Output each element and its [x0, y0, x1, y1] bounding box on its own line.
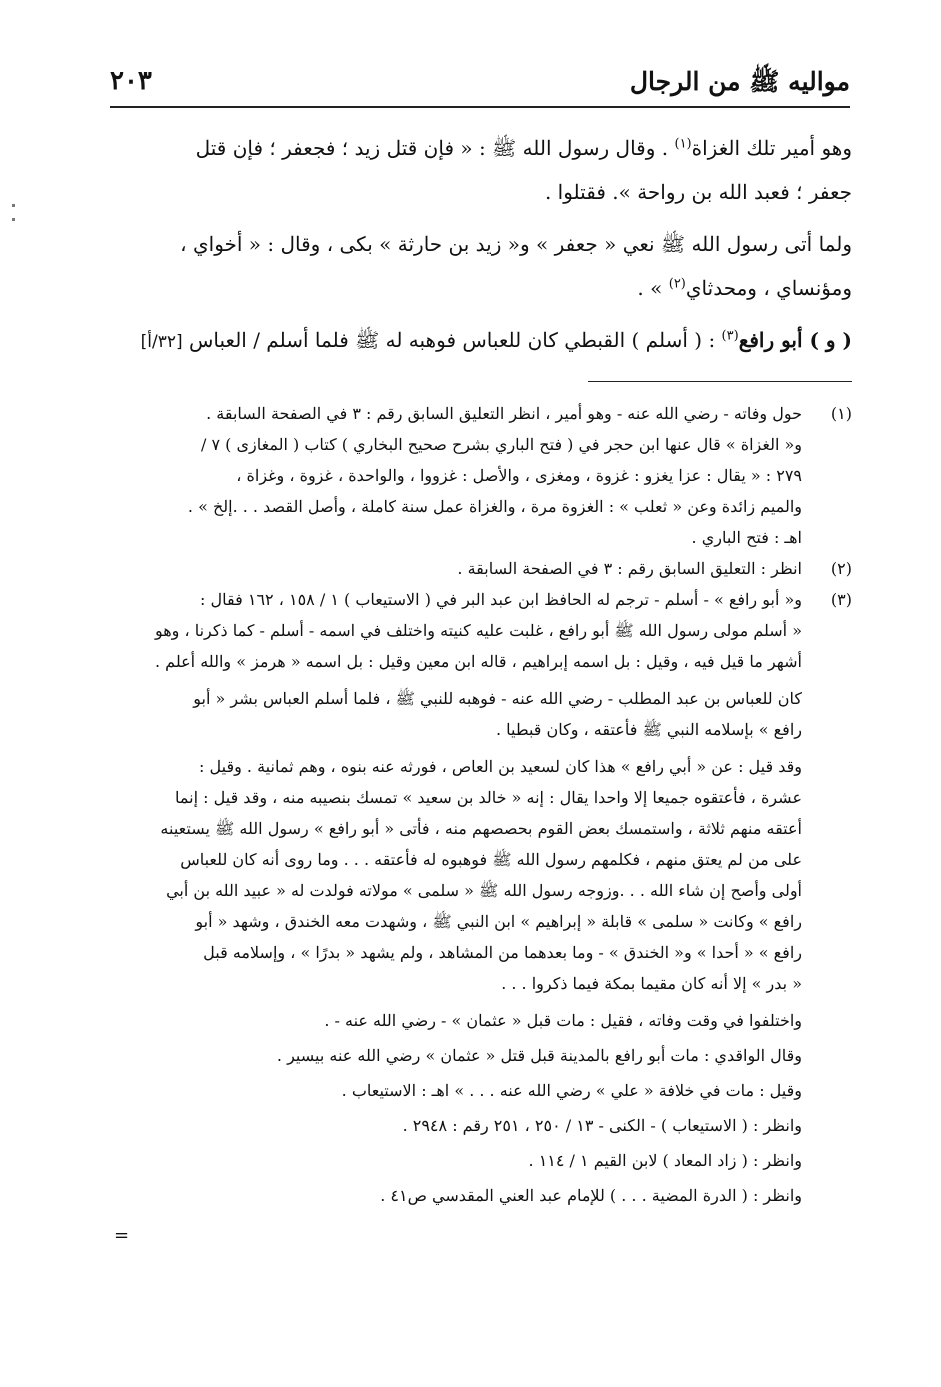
- text-line: » .: [637, 276, 669, 300]
- footnotes: [108, 398, 852, 1211]
- footnote-line: انظر : التعليق السابق رقم : ٣ في الصفحة السابقة .: [457, 559, 802, 578]
- footnote-line: رافع » وكانت « سلمى » قابلة « إبراهيم » ابن النبي ﷺ ، وشهدت معه الخندق ، وشهد « أبو: [195, 912, 802, 931]
- footnote-number: (١): [830, 404, 852, 423]
- footnote-line: أعتقه منهم ثلاثة ، واستمسك بعض القوم بحصصهم منه ، فأتى « أبو رافع » رسول الله ﷺ يستعينه: [160, 819, 802, 838]
- footnote-line: كان للعباس بن عبد المطلب - رضي الله عنه - فوهبه للنبي ﷺ ، فلما أسلم العباس بشر « أبو: [193, 689, 802, 708]
- text-line: ومؤنساي ، ومحدثاي: [685, 276, 852, 300]
- main-paragraph-3: [108, 318, 852, 364]
- footnote-ref-1[interactable]: (١): [674, 136, 692, 152]
- footnote-line: وقال الواقدي : مات أبو رافع بالمدينة قبل قتل « عثمان » رضي الله عنه بيسير .: [276, 1046, 802, 1065]
- text-line: ولما أتى رسول الله ﷺ نعي « جعفر » و« زيد بن حارثة » بكى ، وقال : « أخواي ،: [180, 232, 852, 256]
- footnote-number: (٣): [830, 590, 852, 609]
- page-number: ٢٠٣: [110, 66, 152, 96]
- footnote-line: رافع » بإسلامه النبي ﷺ فأعتقه ، وكان قبطيا .: [495, 720, 802, 739]
- footnote-divider: [588, 381, 852, 382]
- footnote-ref-3[interactable]: (٣): [721, 328, 739, 344]
- footnote-line: « أسلم مولى رسول الله ﷺ أبو رافع ، غلبت عليه كنيته واختلف في اسمه - أسلم - كما ذكرنا ، وهو: [154, 621, 802, 640]
- running-title: مواليه ﷺ من الرجال: [629, 67, 850, 96]
- footnote-line: وقيل : مات في خلافة « علي » رضي الله عنه . . . » اهـ : الاستيعاب .: [341, 1081, 802, 1100]
- footnote-number: (٢): [830, 559, 852, 578]
- footnote-line: « بدر » إلا أنه كان مقيما بمكة فيما ذكروا . . .: [501, 974, 802, 993]
- page-header: [110, 62, 850, 108]
- footnote-line: عشرة ، فأعتقوه جميعا إلا واحدا يقال : إنه « خالد بن سعيد » تمسك بنصيبه منه ، وقد قيل : إنما: [175, 788, 802, 807]
- text-line: : ( أسلم ) القبطي كان للعباس فوهبه له ﷺ فلما أسلم / العباس: [189, 328, 722, 352]
- footnote-line: واختلفوا في وقت وفاته ، فقيل : مات قبل « عثمان » - رضي الله عنه - .: [324, 1011, 802, 1030]
- text-line: جعفر ؛ فعبد الله بن رواحة ». فقتلوا .: [544, 180, 852, 204]
- footnote-line: و« الغزاة » قال عنها ابن حجر في ( فتح الباري بشرح صحيح البخاري ) كتاب ( المغازى ) ٧ /: [201, 435, 802, 454]
- footnote-line: اهـ : فتح الباري .: [691, 528, 802, 547]
- footnote-1: [108, 398, 852, 553]
- footnote-line: والميم زائدة وعن « ثعلب » : الغزوة مرة ، والغزاة عمل سنة كاملة ، وأصل القصد . . .إلخ » .: [187, 497, 802, 516]
- footnote-line: وقد قيل : عن « أبي رافع » هذا كان لسعيد بن العاص ، فورثه عنه بنوه ، وهم ثمانية . وقيل :: [199, 757, 802, 776]
- continuation-mark: =: [114, 1225, 130, 1246]
- footnote-line: وانظر : ( زاد المعاد ) لابن القيم ١ / ١١٤ .: [528, 1151, 802, 1170]
- footnote-line: أشهر ما قيل فيه ، وقيل : بل اسمه إبراهيم ، قاله ابن معين وقيل : بل اسمه « هرمز » والله أعلم .: [155, 652, 802, 671]
- text-line: وهو أمير تلك الغزاة: [691, 136, 852, 160]
- footnote-line: على من لم يعتق منهم ، فكلمهم رسول الله ﷺ فوهبوه له فأعتقه . . . وما روى أنه كان للعباس: [180, 850, 802, 869]
- footnote-line: وانظر : ( الاستيعاب ) - الكنى - ١٣ / ٢٥٠ ، ٢٥١ رقم : ٢٩٤٨ .: [402, 1116, 802, 1135]
- margin-dot: [12, 204, 15, 207]
- footnote-2: [108, 553, 852, 584]
- footnote-ref-2[interactable]: (٢): [668, 276, 686, 292]
- footnote-line: و« أبو رافع » - أسلم - ترجم له الحافظ ابن عبد البر في ( الاستيعاب ) ١ / ١٥٨ ، ١٦٢ فقال :: [200, 590, 802, 609]
- footnote-line: حول وفاته - رضي الله عنه - وهو أمير ، انظر التعليق السابق رقم : ٣ في الصفحة السابقة .: [206, 404, 802, 423]
- footnote-3: [108, 584, 852, 1211]
- main-text: [108, 126, 852, 364]
- text-line: . وقال رسول الله ﷺ : « فإن قتل زيد ؛ فجعفر ؛ فإن قتل: [195, 136, 675, 160]
- entry-heading: ( و ) أبو رافع: [738, 328, 852, 352]
- margin-dot: [12, 218, 15, 221]
- footnote-line: ٢٧٩ : « يقال : عزا يغزو : غزوة ، ومغزى ، والأصل : غزووا ، والواحدة ، غزوة ، وغزاة ،: [236, 466, 802, 485]
- footnote-line: وانظر : ( الدرة المضية . . . ) للإمام عبد العني المقدسي ص٤١ .: [380, 1186, 802, 1205]
- footnote-line: رافع » « أحدا » و« الخندق » - وما بعدهما من المشاهد ، ولم يشهد « بدرًا » ، وإسلامه قبل: [203, 943, 802, 962]
- main-paragraph-1: [108, 126, 852, 214]
- manuscript-folio-marker: [٣٢/أ]: [140, 332, 183, 352]
- main-paragraph-2: [108, 222, 852, 310]
- footnote-line: أولى وأصح إن شاء الله . . .وزوجه رسول الله ﷺ « سلمى » مولاته فولدت له « عبيد الله بن أبي: [166, 881, 802, 900]
